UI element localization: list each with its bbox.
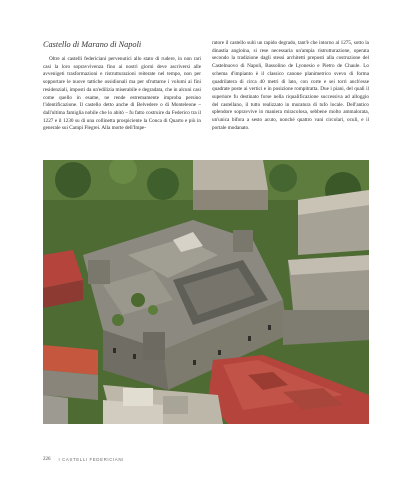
running-head: I CASTELLI FEDERICIANI [58, 456, 124, 462]
body-paragraph: Oltre ai castelli federiciani pervenutici allo stato di rudere, in non rari casi la loro sopravvivenza fino ai nostri giorni deve ascriversi alle avvenigeti trasformazioni e ristrutturazioni reiterate nel tempo, non per sopportare le nuove tattiche ossidionali ma per sfruttarne i volumi ai fini residenziali, imposti da un'edilizia miserabile e degradata, che in alcuni casi come quello in esame, ne rende estremamente improba persino l'identificazione. Il castello detto anche di Belvedere o di Monteleone – dall'ultima famiglia nobile che lo abitò – fu fatto costruire da Federico tra il 1227 e il 1230 su di una collinetta prospiciente la Conca di Quarto e più in generale sui Campi Flegrei. Alla morte dell'Impe- [43, 56, 201, 132]
page-footer [43, 455, 124, 463]
page-number: 226 [43, 456, 51, 462]
left-text-column [43, 40, 201, 133]
aerial-castle-photo [43, 160, 369, 424]
body-paragraph: ratore il castello subì un rapido degrado, tant'è che intorno al 1275, sotto la dinastia angioina, si rese necessaria un'ampia ristrutturazione, operata secondo la tradizione dagli stessi architetti preposti alla costruzione del Castelnuovo di Napoli, Bassolino de Lyonesio e Pietro de Chaule. Lo schema d'impianto è il classico canone planimetrico svevo di forma quadrilatera di circa 40 metri di lato, con corte e sei torri anch'esse quadrate poste ai vertici e in posizione rompitratta. Due i piani, del quali il superiore fu destinato forse nella riqualificazione successiva ad alloggio del castellano, il tutto realizzato in muratura di tufo locale. Dell'antico splendore sopravvive in maniera miracolosa, sebbene molto ammalorata, un'unica bifora a sesto acuto, nonché quattro vani circolari, oculi, e il portale modanato. [212, 40, 369, 131]
right-text-column [212, 40, 369, 132]
section-title: Castello di Marano di Napoli [43, 40, 142, 49]
